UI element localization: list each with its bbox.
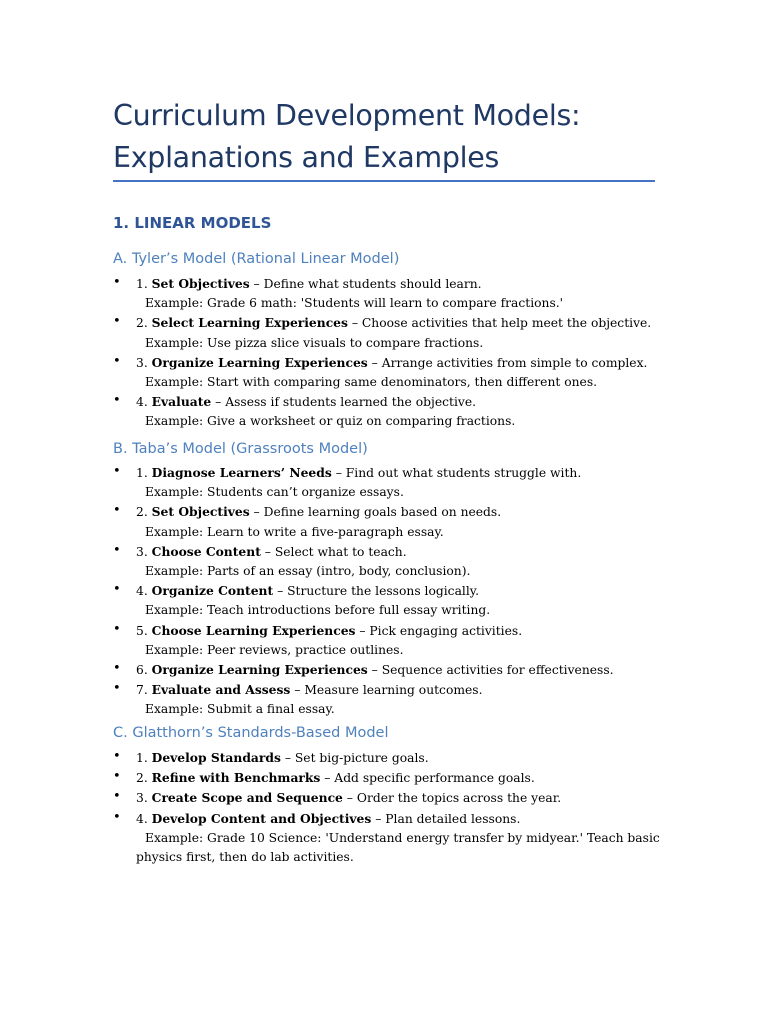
step-number: 2. <box>136 771 148 786</box>
bullet-icon: • <box>113 769 121 785</box>
title-underline <box>113 180 655 182</box>
step-number: 7. <box>136 683 148 698</box>
step-description: – Pick engaging activities. <box>355 623 523 638</box>
bullet-icon: • <box>113 542 121 558</box>
step-description: – Arrange activities from simple to complex. <box>367 355 648 370</box>
bullet-icon: • <box>113 353 121 369</box>
step-term: Organize Content <box>151 583 274 599</box>
list-item <box>113 313 673 352</box>
step-example: Example: Give a worksheet or quiz on comparing fractions. <box>145 414 516 429</box>
step-number: 2. <box>136 505 148 520</box>
bullet-icon: • <box>113 661 121 677</box>
step-description: – Set big-picture goals. <box>280 751 429 765</box>
step-number: 4. <box>136 811 148 826</box>
list-item <box>113 392 673 431</box>
step-example: Example: Learn to write a five-paragraph essay. <box>145 524 444 539</box>
bullet-icon: • <box>113 621 121 637</box>
subsection-heading-tyler: A. Tyler’s Model (Rational Linear Model) <box>113 251 400 267</box>
list-item <box>113 274 673 313</box>
tyler-steps-list <box>113 274 673 432</box>
bullet-icon: • <box>113 464 121 479</box>
step-term: Select Learning Experiences <box>151 315 348 331</box>
step-description: – Select what to teach. <box>260 544 407 559</box>
step-number: 2. <box>136 316 148 331</box>
list-item <box>113 581 673 620</box>
step-term: Evaluate and Assess <box>151 682 291 698</box>
list-item <box>113 660 673 680</box>
step-term: Develop Content and Objectives <box>151 810 372 826</box>
step-example: Example: Start with comparing same denominators, then different ones. <box>145 375 598 390</box>
list-item <box>113 680 673 719</box>
list-item <box>113 621 673 660</box>
step-description: – Structure the lessons logically. <box>273 584 479 599</box>
bullet-icon: • <box>113 503 121 519</box>
step-term: Evaluate <box>151 394 212 410</box>
step-example: Example: Use pizza slice visuals to compare fractions. <box>145 335 484 350</box>
section-heading-linear-models: 1. LINEAR MODELS <box>113 214 272 232</box>
step-number: 3. <box>136 544 148 559</box>
step-term: Choose Learning Experiences <box>151 622 356 638</box>
step-term: Set Objectives <box>151 276 250 291</box>
step-description: – Assess if students learned the objective. <box>211 395 477 410</box>
list-item <box>113 542 673 581</box>
list-item <box>113 502 673 541</box>
step-term: Choose Content <box>151 543 261 559</box>
step-term: Organize Learning Experiences <box>151 662 368 678</box>
step-example: Example: Peer reviews, practice outlines. <box>145 642 404 657</box>
subsection-heading-glatthorn: C. Glatthorn’s Standards-Based Model <box>113 725 389 741</box>
step-number: 1. <box>136 466 148 480</box>
step-term: Refine with Benchmarks <box>151 770 321 786</box>
bullet-icon: • <box>113 789 121 805</box>
bullet-icon: • <box>113 749 121 764</box>
step-description: – Add specific performance goals. <box>320 771 535 786</box>
step-term: Develop Standards <box>151 750 281 765</box>
step-term: Set Objectives <box>151 504 250 520</box>
document-title: Curriculum Development Models: Explanations and Examples <box>113 99 581 174</box>
step-description: – Measure learning outcomes. <box>290 683 483 698</box>
step-example: Example: Grade 10 Science: 'Understand energy transfer by midyear.' Teach basic <box>145 830 660 845</box>
step-description: – Choose activities that help meet the objective. <box>347 316 652 331</box>
bullet-icon: • <box>113 314 121 330</box>
step-term: Create Scope and Sequence <box>151 790 343 806</box>
step-number: 5. <box>136 623 148 638</box>
list-item <box>113 463 673 502</box>
glatthorn-steps-list <box>113 748 673 867</box>
step-description: – Sequence activities for effectiveness. <box>367 663 614 678</box>
step-description: – Define learning goals based on needs. <box>249 505 502 520</box>
step-number: 1. <box>136 277 148 291</box>
step-description: – Define what students should learn. <box>249 277 482 291</box>
list-item <box>113 768 673 788</box>
list-item <box>113 788 673 808</box>
step-example: Example: Grade 6 math: 'Students will learn to compare fractions.' <box>145 296 564 311</box>
step-number: 1. <box>136 751 148 765</box>
step-description: – Order the topics across the year. <box>342 791 562 806</box>
step-number: 3. <box>136 355 148 370</box>
bullet-icon: • <box>113 582 121 598</box>
step-example: Example: Teach introductions before full essay writing. <box>145 603 491 618</box>
bullet-icon: • <box>113 275 121 290</box>
list-item <box>113 809 673 868</box>
step-number: 3. <box>136 791 148 806</box>
bullet-icon: • <box>113 681 121 697</box>
step-number: 6. <box>136 663 148 678</box>
list-item <box>113 353 673 392</box>
step-example: Example: Parts of an essay (intro, body, conclusion). <box>145 564 471 579</box>
list-item <box>113 748 673 768</box>
bullet-icon: • <box>113 809 121 825</box>
taba-steps-list <box>113 463 673 720</box>
step-example-continuation: physics first, then do lab activities. <box>136 850 354 865</box>
bullet-icon: • <box>113 393 121 409</box>
step-example: Example: Submit a final essay. <box>145 702 335 717</box>
step-number: 4. <box>136 395 148 410</box>
subsection-heading-taba: B. Taba’s Model (Grassroots Model) <box>113 441 368 457</box>
step-description: – Plan detailed lessons. <box>371 811 521 826</box>
step-term: Organize Learning Experiences <box>151 354 368 370</box>
step-number: 4. <box>136 584 148 599</box>
step-term: Diagnose Learners’ Needs <box>151 465 332 480</box>
step-description: – Find out what students struggle with. <box>331 466 582 480</box>
step-example: Example: Students can’t organize essays. <box>145 485 404 500</box>
